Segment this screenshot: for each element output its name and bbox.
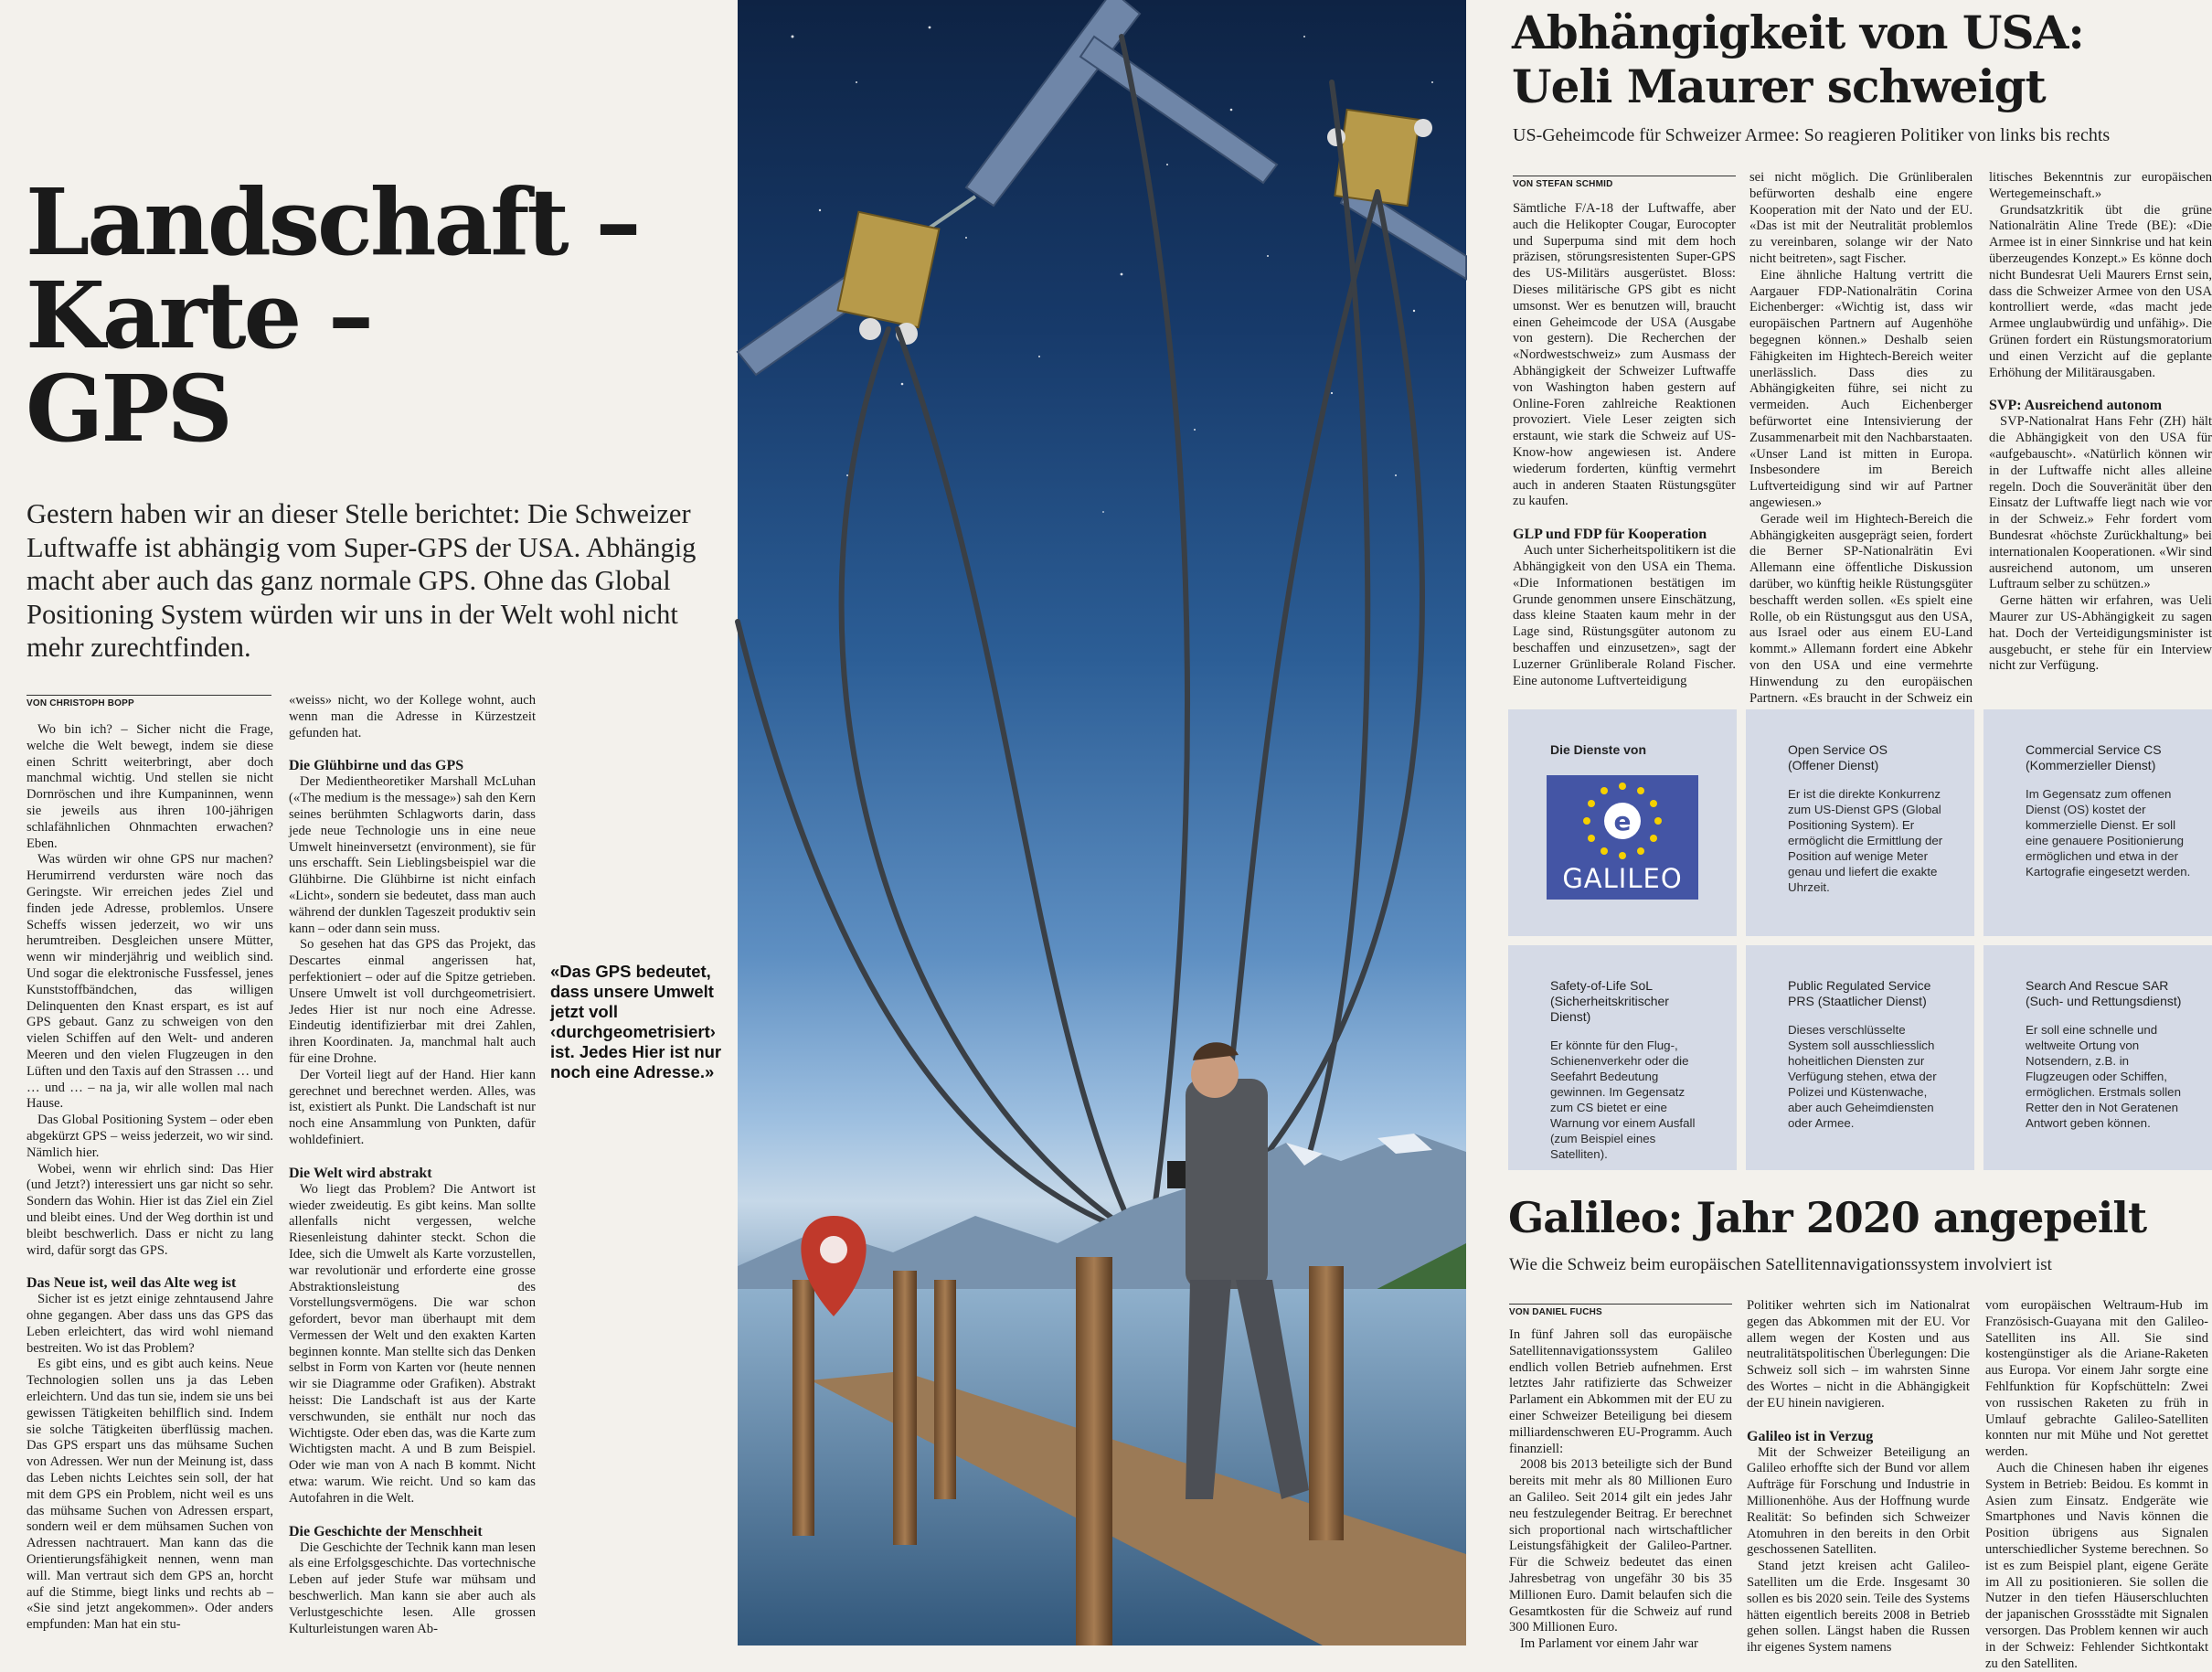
paragraph: Der Medientheoretiker Marshall McLuhan («The medium is the message») sah den Kern seines berühmten Schlagworts darin, dass jede neue Technologie uns in eine neue Umwelt hineinversetzt (environment), sie für uns erschafft. Sein Lieblingsbeispiel war die Glühbirne. Die Glühbirne ist nicht einfach «Licht», sondern sie bedeutet, dass man auch während der dunklen Tageszeit produktiv sein kann – oder dann sein muss. <box>289 774 536 936</box>
paragraph: Eine ähnliche Haltung vertritt die Aargauer FDP-Nationalrätin Corina Eichenberger: «Wichtig ist, dass wir europäischen Partnern auf Augenhöhe begegnen können.» Deshalb seien Fähigkeiten im Hightech-Bereich weiter unerlässlich. Dass dies zu Abhängigkeiten führe, sei nicht zu vermeiden. Auch Eichenberger befürwortet eine Intensivierung der Zusammenarbeit mit den Nachbarstaaten. «Unser Land ist mitten in Europa. Insbesondere im Bereich Luftverteidigung sind wir auf Partner angewiesen.» <box>1749 267 1973 510</box>
panel-title-note: (Such- und Rettungsdienst) <box>2026 994 2182 1008</box>
paragraph: 2008 bis 2013 beteiligte sich der Bund bereits mit mehr als 80 Millionen Euro an Galileo. Seit 2014 gilt ein jedes Jahr neu festzulegender Beitrag. Er berechnet sich proportional nach wirtschaftlicher Leistungsfähigkeit der Galileo-Partner. Für die Schweiz bedeutet das einen Jahresbetrag von ungefähr 30 bis 35 Millionen Euro. Damit belaufen sich die Gesamtkosten für die Schweiz auf rund 300 Millionen Euro. <box>1509 1457 1732 1635</box>
logo-word: GALILEO <box>1562 863 1683 894</box>
panel-body: Er ist die direkte Konkurrenz zum US-Dienst GPS (Global Positioning System). Er ermöglicht die Ermittlung der Position auf wenige Meter genau und liefert die exakte Uhrzeit. <box>1788 787 1943 894</box>
paragraph: Das Global Positioning System – oder eben abgekürzt GPS – weiss jederzeit, wo wir sind. Nämlich hier. <box>27 1113 273 1160</box>
cables <box>738 37 1422 1298</box>
subheading: Das Neue ist, weil das Alte weg ist <box>27 1275 237 1292</box>
article-column <box>1509 1327 1732 1652</box>
headline-line: Ueli Maurer schweigt <box>1512 59 2046 113</box>
paragraph: Wo bin ich? – Sicher nicht die Frage, welche die Welt bewegt, indem sie diese einen Schritt weiterbringt, aber doch manchmal wichtig. Und stellen sie nicht Dornröschen und ihre Kumpaninnen, wenn sie jeweils aus ihren 100-jährigen schlafähnlichen Ohnmachten erwachen? Eben. <box>27 722 273 851</box>
subheading: Galileo ist in Verzug <box>1747 1428 1874 1444</box>
paragraph: litisches Bekenntnis zur europäischen Wertegemeinschaft.» <box>1989 170 2212 201</box>
article-subtitle: US-Geheimcode für Schweizer Armee: So reagieren Politiker von links bis rechts <box>1513 125 2111 145</box>
headline-line: GPS <box>26 355 230 463</box>
paragraph: So gesehen hat das GPS das Projekt, das Descartes einmal angerissen hat, perfektioniert – oder auf die Spitze getrieben. Unsere Umwelt ist voll durchgeometrisiert. Jedes Hier ist nur noch eine Adresse. Eindeutig identifizierbar mit drei Zahlen, ihren Koordinaten. Ja, manchmal halt auch für eine Drohne. <box>289 937 536 1066</box>
byline: VON DANIEL FUCHS <box>1509 1304 1732 1317</box>
right-page <box>1466 0 2212 1671</box>
panel-title-note: (Staatlicher Dienst) <box>1817 994 1927 1008</box>
info-panel <box>1746 945 1974 1170</box>
svg-text:e: e <box>1613 806 1632 836</box>
panel-title: Search And Rescue SAR <box>2026 978 2169 993</box>
subheading: Die Glühbirne und das GPS <box>289 758 464 774</box>
illustration-artwork <box>738 0 1466 1645</box>
paragraph: vom europäischen Weltraum-Hub im Französisch-Guayana mit den Galileo-Satelliten ins All. Sie sind kostengünstiger als die Ariane-Raketen aus Europa. Vor einem Jahr sorgte eine Fehlfunktion für Kopfschütteln: Zwei von russischen Raketen zu früh in Umlauf gebrachte Galileo-Satelliten konnten nur mit Mühe und Not gerettet werden. <box>1985 1298 2208 1460</box>
article-column <box>1985 1298 2208 1671</box>
paragraph: Es gibt eins, und es gibt auch keins. Neue Technologien sollen uns ja das Leben erleichtern. Und das tun sie, indem sie uns bei gewissen Tätigkeiten behilflich sind. Indem sie solche Tätigkeiten überflüssig machen. Das GPS erspart uns das mühsame Suchen von Adressen. Wer nun der Meinung ist, dass das Leben nichts Leichtes sein soll, der hat mit dem GPS ein Problem, nicht weil es uns das mühsame Suchen von Adressen erspart, sondern weil er dem mühsamen Suchen von Adressen nachtrauert. Man kann das die Orientierungsfähigkeit nennen, wenn man will. Man vertraut sich dem GPS an, horcht auf die Stimme, biegt links und rechts ab – «Sie sind jetzt angekommen». Oder anders empfunden: Man hat ein stu- <box>27 1357 273 1633</box>
paragraph: Stand jetzt kreisen acht Galileo-Satelliten um die Erde. Insgesamt 30 sollen es bis 2020 sein. Teile des Systems hätten eigentlich bereits 2008 in Betrieb gehen sollen. Längst haben die Russen ihr eigenes System namens <box>1747 1559 1970 1656</box>
paragraph: Der Vorteil liegt auf der Hand. Hier kann gerechnet und berechnet werden. Alles, was ist, existiert als Punkt. Die Landschaft ist nur noch eine Ansammlung von Punkten, dafür wohldefiniert. <box>289 1067 536 1147</box>
panel-title-note: (Kommerzieller Dienst) <box>2026 758 2156 772</box>
info-panel <box>1983 945 2212 1170</box>
panel-title: Open Service OS <box>1788 742 1888 757</box>
panel-title: Public Regulated Service PRS <box>1788 978 1931 1008</box>
subheading: Die Welt wird abstrakt <box>289 1165 432 1181</box>
info-panel <box>1508 709 1737 936</box>
article-column <box>27 722 273 1645</box>
info-panel <box>1983 709 2212 936</box>
panel-body: Im Gegensatz zum offenen Dienst (OS) kostet der kommerzielle Dienst. Er soll eine genauere Positionierung ermöglichen und etwa in der Kartografie eingesetzt werden. <box>2026 787 2191 879</box>
paragraph: Wobei, wenn wir ehrlich sind: Das Hier (und Jetzt?) interessiert uns gar nicht so sehr. Sondern das Wohin. Hier ist das Ziel ein Ziel und bleibt eines. Und der Weg dorthin ist und bleibt beschwerlich. Dass er nicht zu lang wird, dafür sorgt das GPS. <box>27 1161 273 1258</box>
pull-quote: «Das GPS bedeutet, dass unsere Umwelt jetzt voll ‹durchgeometrisiert› ist. Jedes Hier ist nur noch eine Adresse.» <box>550 962 722 1081</box>
article-column <box>1513 201 1736 688</box>
panel-title-note: (Sicherheitskritischer Dienst) <box>1550 994 1669 1024</box>
panel-title-note: (Offener Dienst) <box>1788 758 1879 772</box>
article-column <box>289 693 536 1645</box>
eu-stars-icon <box>1547 775 1698 857</box>
paragraph: Sämtliche F/A-18 der Luftwaffe, aber auch die Helikopter Cougar, Eurocopter und Superpuma sind mit dem hoch präzisen, störungsresistenten Super-GPS des US-Militärs ausgerüstet. Bloss: Dieses militärische GPS gibt es nicht umsonst. Wer es benutzen will, braucht einen Geheimcode der USA (Ausgabe von gestern). Die Recherchen der «Nordwestschweiz» zum Ausmass der Abhängigkeit der Schweizer Luftwaffe von Washington haben gestern auf Online-Foren zahlreiche Reaktionen provoziert. Viele Leser zeigten sich erstaunt, wie stark die Schweiz auf US-Know-how angewiesen ist. Andere wiederum forderten, künftig vermehrt auch in anderen Staaten Rüstungsgüter zu kaufen. <box>1513 201 1736 509</box>
paragraph: Was würden wir ohne GPS nur machen? Herumirrend verdursten wäre noch das Geringste. Wir erreichen jedes Ziel und finden jede Adresse, problemlos. Unsere Scheffs wissen jederzeit, wo wir uns herumtreiben. Desgleichen unsere Mütter, wenn wir minderjährig und weiblich sind. Und sogar die elektronische Fussfessel, jenes Kunststoffbändchen, das willigen Delinquenten den Knast erspart, es ist auf GPS gebaut. Ganz zu schweigen von den vielen Schiffen auf den Welt- und anderen Meeren und den vielen Flugzeugen in den Lüften und den Taxis auf den Strassen … und … und … – na ja, wir alle wollen mal nach Hause. <box>27 852 273 1112</box>
article-column <box>1747 1298 1970 1656</box>
headline-line: Abhängigkeit von USA: <box>1512 5 2084 59</box>
subheading: Die Geschichte der Menschheit <box>289 1523 483 1539</box>
headline-line: Landschaft – <box>26 168 639 276</box>
panel-title: Safety-of-Life SoL <box>1550 978 1653 993</box>
galileo-logo <box>1547 775 1698 900</box>
info-panel <box>1746 709 1974 936</box>
paragraph: Wo liegt das Problem? Die Antwort ist wieder zweideutig. Es gibt keins. Man sollte allenfalls nicht vergessen, welche Riesenleistung dahinter steckt. Schon die Idee, sich die Umwelt als Karte vorzustellen, war revolutionär und erforderte eine grosse Abstraktionsleistung des Vorstellungsvermögens. Die war schon gefordert, bevor man überhaupt mit dem Vermessen der Welt und den exakten Karten beginnen konnte. Man stellte sich das Denken selbst in Form von Karten vor (heute nennen wir sie Diagramme oder Grafiken). Abstrakt heisst: Die Landschaft ist aus der Karte verschwunden, sie enthält nur noch das Wichtigste. Oder eben das, was die Karte zum Wichtigsten macht. A und B zum Beispiel. Oder wie man von A nach B kommt. Nicht etwa: warum. Wie reicht. Und so kam das Autofahren in die Welt. <box>289 1181 536 1506</box>
paragraph: Sicher ist es jetzt einige zehntausend Jahre ohne gegangen. Aber dass uns das GPS das Leben erleichtert, das wird wohl niemand bestreiten. Wo ist das Problem? <box>27 1292 273 1356</box>
subheading: SVP: Ausreichend autonom <box>1989 398 2163 414</box>
paragraph: sei nicht möglich. Die Grünliberalen befürworten deshalb eine engere Kooperation mit der Nato und der EU. «Das ist mit der Neutralität problemlos zu vereinbaren, solange wir der Nato nicht beitreten», sagt Fischer. <box>1749 170 1973 266</box>
paragraph: Gerade weil im Hightech-Bereich die Abhängigkeiten ausgeprägt seien, fordert die Berner SP-Nationalrätin Evi Allemann eine öffentliche Diskussion darüber, wo künftig heikle Rüstungsgüter beschafft werden sollen. «Es spielt eine Rolle, ob ein Rüstungsgut aus den USA, aus Israel oder aus einem EU-Land kommt.» Allemann fordert eine Abkehr von den USA und eine vermehrte Hinwendung zu den europäischen Partnern. «Es braucht in der Schweiz ein <box>1749 511 1973 706</box>
headline-line: Karte – <box>26 261 372 369</box>
paragraph: In fünf Jahren soll das europäische Satellitennavigationssystem Galileo endlich vollen Betrieb aufnehmen. Erst letztes Jahr ratifizierte das Schweizer Parlament ein Abkommen mit der EU zu einer Schweizer Beteiligung bei diesem milliardenschweren EU-Programm. Auch finanziell: <box>1509 1327 1732 1456</box>
panel-body: Er soll eine schnelle und weltweite Ortung von Notsendern, z.B. in Flugzeugen oder Schiffen, ermöglichen. Erstmals sollen Retter den in Not Geratenen Antwort geben können. <box>2026 1023 2181 1130</box>
article-headline: Galileo: Jahr 2020 angepeilt <box>1508 1193 2147 1242</box>
article-column <box>1749 170 1973 706</box>
paragraph: Die Geschichte der Technik kann man lesen als eine Erfolgsgeschichte. Das vortechnische Leben auf jeder Stufe war mühsam und beschwerlich. Man kann sie aber auch als Verlustgeschichte lesen. Alle grossen Kulturleistungen waren Ab- <box>289 1539 536 1636</box>
illustration <box>738 0 1466 1645</box>
article-headline <box>1512 5 2207 113</box>
article-subtitle: Wie die Schweiz beim europäischen Satellitennavigationssystem involviert ist <box>1509 1255 2052 1274</box>
byline: VON STEFAN SCHMID <box>1513 176 1736 189</box>
paragraph: SVP-Nationalrat Hans Fehr (ZH) hält die Abhängigkeit von den USA für «aufgebauscht». «Natürlich können wir in der Luftwaffe nicht alles alleine regeln. Doch die Souveränität über den Einsatz der Luftwaffe liegt nach wie vor in der Schweiz.» Fehr fordert vom Bundesrat «höchste Zurückhaltung» bei internationalen Kooperationen. «Wir sind ausreichend autonom, um unseren Luftraum selber zu schützen.» <box>1989 414 2212 592</box>
paragraph: Gerne hätten wir erfahren, was Ueli Maurer zur US-Abhängigkeit zu sagen hat. Doch der Verteidigungsminister ist ausgebucht, er stehe für ein Interview nicht zur Verfügung. <box>1989 593 2212 674</box>
panel-title: Commercial Service CS <box>2026 742 2162 757</box>
article-headline <box>26 168 665 463</box>
subheading: GLP und FDP für Kooperation <box>1513 527 1707 543</box>
paragraph: Auch die Chinesen haben ihr eigenes System in Betrieb: Beidou. Es kommt in Asien zum Einsatz. Endgeräte wie Smartphones und Navis können die Position übrigens aus Signalen unterschiedlicher Systeme berechnen. So ist es zum Beispiel plant, eigene Geräte im All zu positionieren. Sie sollen die Nutzer in den tiefen Häuserschluchten der japanischen Grossstädte mit Signalen versorgen. Das Problem kennen wir auch in der Schweiz: Fehlender Sichtkontakt zu den Satelliten. <box>1985 1460 2208 1671</box>
paragraph: Im Parlament vor einem Jahr war <box>1520 1636 1698 1652</box>
paragraph: Mit der Schweizer Beteiligung an Galileo erhoffte sich der Bund vor allem Aufträge für Forschung und Industrie in Millionenhöhe. Aus der Hoffnung wurde Realität: So befinden sich Schweizer Atomuhren in den bereits in den Orbit geschossenen Satelliten. <box>1747 1444 1970 1558</box>
panel-title: Die Dienste von <box>1550 742 1647 757</box>
paragraph: Auch unter Sicherheitspolitikern ist die Abhängigkeit von den USA ein Thema. «Die Informationen bestätigen im Grunde genommen unsere Einschätzung, dass kleine Staaten kaum mehr in der Lage sind, Rüstungsgüter autonom zu beschaffen und einzusetzen», sagt der Luzerner Grünliberale Roland Fischer. Eine autonome Luftverteidigung <box>1513 543 1736 688</box>
panel-body: Er könnte für den Flug-, Schienenverkehr oder die Seefahrt Bedeutung gewinnen. Im Gegensatz zum CS bietet er eine Warnung vor einem Ausfall (zum Beispiel eines Satelliten). <box>1550 1038 1696 1161</box>
article-lead: Gestern haben wir an dieser Stelle berichtet: Die Schweizer Luftwaffe ist abhängig vom Super-GPS der USA. Abhängig macht aber auch das ganz normale GPS. Ohne das Global Positioning System würden wir uns in der Welt wohl nicht mehr zurechtfinden. <box>27 498 697 663</box>
left-page <box>0 0 731 1645</box>
paragraph: Politiker wehrten sich im Nationalrat gegen das Abkommen mit der EU. Vor allem wegen der Kosten und aus neutralitätspolitischen Überlegungen: Die Schweiz soll sich – im wahrsten Sinne des Wortes – nicht in die Abhängigkeit der EU hinein navigieren. <box>1747 1298 1970 1411</box>
paragraph: Grundsatzkritik übt die grüne Nationalrätin Aline Trede (BE): «Die Armee ist in einer Sinnkrise und hat kein überzeugendes Konzept.» Es könne doch nicht Bundesrat Ueli Maurers Ernst sein, dass die Schweizer Armee von den USA kontrolliert werde, «das macht jede Armee unglaubwürdig und unfähig». Die Grünen fordert ein Rüstungsmoratorium und einen Verzicht auf die geplante Erhöhung der Militärausgaben. <box>1989 202 2212 380</box>
article-column <box>1989 170 2212 674</box>
byline: VON CHRISTOPH BOPP <box>27 695 271 708</box>
paragraph: «weiss» nicht, wo der Kollege wohnt, auch wenn man die Adresse in Kürzestzeit gefunden hat. <box>289 693 536 740</box>
panel-body: Dieses verschlüsselte System soll ausschliesslich hoheitlichen Diensten zur Verfügung stehen, etwa der Polizei und Küstenwache, aber auch Geheimdiensten oder Armee. <box>1788 1023 1937 1130</box>
satellite-icon <box>1080 37 1466 279</box>
satellite-icon <box>738 0 1140 375</box>
info-panel <box>1508 945 1737 1170</box>
